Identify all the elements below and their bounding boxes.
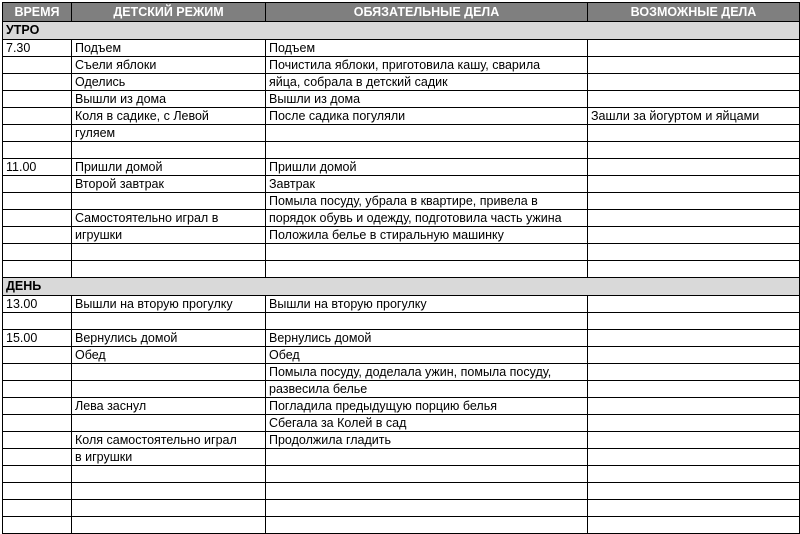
- required-task-cell: [266, 261, 588, 278]
- child-routine-cell: игрушки: [72, 227, 266, 244]
- required-task-cell: [266, 517, 588, 534]
- possible-task-cell: [588, 449, 800, 466]
- possible-task-cell: [588, 483, 800, 500]
- table-row: [3, 40, 800, 57]
- required-task-cell: порядок обувь и одежду, подготовила часть ужина: [266, 210, 588, 227]
- section-row: [3, 278, 800, 296]
- required-task-cell: [266, 313, 588, 330]
- possible-task-cell: [588, 176, 800, 193]
- child-routine-cell: Съели яблоки: [72, 57, 266, 74]
- required-task-cell: [266, 466, 588, 483]
- child-routine-cell: Оделись: [72, 74, 266, 91]
- required-task-cell: [266, 244, 588, 261]
- possible-task-cell: [588, 415, 800, 432]
- required-task-cell: Помыла посуду, убрала в квартире, привела в: [266, 193, 588, 210]
- time-cell: [3, 313, 72, 330]
- possible-task-cell: [588, 398, 800, 415]
- header-possible-tasks: ВОЗМОЖНЫЕ ДЕЛА: [588, 3, 800, 22]
- table-row: [3, 91, 800, 108]
- time-cell: [3, 398, 72, 415]
- time-cell: [3, 364, 72, 381]
- time-cell: [3, 483, 72, 500]
- time-cell: [3, 466, 72, 483]
- possible-task-cell: [588, 313, 800, 330]
- table-row: [3, 227, 800, 244]
- possible-task-cell: [588, 261, 800, 278]
- table-row: [3, 381, 800, 398]
- time-cell: 13.00: [3, 296, 72, 313]
- table-row: [3, 347, 800, 364]
- time-cell: [3, 57, 72, 74]
- possible-task-cell: [588, 381, 800, 398]
- table-row: [3, 210, 800, 227]
- possible-task-cell: [588, 244, 800, 261]
- child-routine-cell: [72, 517, 266, 534]
- possible-task-cell: [588, 210, 800, 227]
- table-row: [3, 313, 800, 330]
- child-routine-cell: [72, 364, 266, 381]
- table-row: [3, 466, 800, 483]
- child-routine-cell: гуляем: [72, 125, 266, 142]
- table-row: [3, 483, 800, 500]
- required-task-cell: После садика погуляли: [266, 108, 588, 125]
- child-routine-cell: [72, 193, 266, 210]
- time-cell: [3, 449, 72, 466]
- table-row: [3, 415, 800, 432]
- time-cell: [3, 91, 72, 108]
- possible-task-cell: [588, 432, 800, 449]
- required-task-cell: развесила белье: [266, 381, 588, 398]
- required-task-cell: Помыла посуду, доделала ужин, помыла посуду,: [266, 364, 588, 381]
- table-row: [3, 125, 800, 142]
- table-row: [3, 176, 800, 193]
- required-task-cell: Положила белье в стиральную машинку: [266, 227, 588, 244]
- child-routine-cell: Лева заснул: [72, 398, 266, 415]
- possible-task-cell: [588, 40, 800, 57]
- child-routine-cell: Самостоятельно играл в: [72, 210, 266, 227]
- child-routine-cell: Пришли домой: [72, 159, 266, 176]
- table-row: [3, 159, 800, 176]
- time-cell: [3, 227, 72, 244]
- possible-task-cell: [588, 142, 800, 159]
- header-child-routine: ДЕТСКИЙ РЕЖИМ: [72, 3, 266, 22]
- required-task-cell: Вернулись домой: [266, 330, 588, 347]
- required-task-cell: Вышли на вторую прогулку: [266, 296, 588, 313]
- time-cell: 15.00: [3, 330, 72, 347]
- possible-task-cell: [588, 125, 800, 142]
- schedule-table: [2, 2, 800, 534]
- required-task-cell: [266, 125, 588, 142]
- time-cell: [3, 176, 72, 193]
- time-cell: [3, 347, 72, 364]
- child-routine-cell: Коля самостоятельно играл: [72, 432, 266, 449]
- child-routine-cell: Коля в садике, с Левой: [72, 108, 266, 125]
- table-row: [3, 449, 800, 466]
- required-task-cell: Обед: [266, 347, 588, 364]
- section-row: [3, 22, 800, 40]
- time-cell: [3, 210, 72, 227]
- required-task-cell: [266, 142, 588, 159]
- required-task-cell: Почистила яблоки, приготовила кашу, сварила: [266, 57, 588, 74]
- child-routine-cell: [72, 142, 266, 159]
- table-row: [3, 244, 800, 261]
- table-row: [3, 142, 800, 159]
- section-title: УТРО: [3, 22, 800, 40]
- required-task-cell: Вышли из дома: [266, 91, 588, 108]
- header-time: ВРЕМЯ: [3, 3, 72, 22]
- possible-task-cell: [588, 466, 800, 483]
- child-routine-cell: Второй завтрак: [72, 176, 266, 193]
- time-cell: [3, 244, 72, 261]
- time-cell: [3, 415, 72, 432]
- required-task-cell: Погладила предыдущую порцию белья: [266, 398, 588, 415]
- section-title: ДЕНЬ: [3, 278, 800, 296]
- child-routine-cell: Вышли из дома: [72, 91, 266, 108]
- time-cell: [3, 261, 72, 278]
- child-routine-cell: Вернулись домой: [72, 330, 266, 347]
- possible-task-cell: [588, 517, 800, 534]
- table-row: [3, 296, 800, 313]
- child-routine-cell: Вышли на вторую прогулку: [72, 296, 266, 313]
- table-row: [3, 193, 800, 210]
- possible-task-cell: [588, 347, 800, 364]
- table-row: [3, 330, 800, 347]
- child-routine-cell: Обед: [72, 347, 266, 364]
- required-task-cell: яйца, собрала в детский садик: [266, 74, 588, 91]
- time-cell: [3, 125, 72, 142]
- child-routine-cell: [72, 483, 266, 500]
- child-routine-cell: [72, 500, 266, 517]
- required-task-cell: Сбегала за Колей в сад: [266, 415, 588, 432]
- required-task-cell: Пришли домой: [266, 159, 588, 176]
- table-row: [3, 517, 800, 534]
- time-cell: [3, 142, 72, 159]
- required-task-cell: [266, 483, 588, 500]
- table-row: [3, 364, 800, 381]
- time-cell: [3, 381, 72, 398]
- table-row: [3, 74, 800, 91]
- child-routine-cell: [72, 261, 266, 278]
- time-cell: 11.00: [3, 159, 72, 176]
- table-row: [3, 108, 800, 125]
- header-row: [3, 3, 800, 22]
- table-row: [3, 398, 800, 415]
- possible-task-cell: [588, 227, 800, 244]
- table-row: [3, 432, 800, 449]
- possible-task-cell: [588, 74, 800, 91]
- table-row: [3, 261, 800, 278]
- time-cell: [3, 74, 72, 91]
- header-required-tasks: ОБЯЗАТЕЛЬНЫЕ ДЕЛА: [266, 3, 588, 22]
- table-row: [3, 500, 800, 517]
- child-routine-cell: Подъем: [72, 40, 266, 57]
- time-cell: [3, 517, 72, 534]
- table-row: [3, 57, 800, 74]
- required-task-cell: Продолжила гладить: [266, 432, 588, 449]
- child-routine-cell: [72, 244, 266, 261]
- time-cell: [3, 193, 72, 210]
- possible-task-cell: [588, 91, 800, 108]
- possible-task-cell: [588, 296, 800, 313]
- possible-task-cell: [588, 500, 800, 517]
- child-routine-cell: в игрушки: [72, 449, 266, 466]
- possible-task-cell: [588, 57, 800, 74]
- required-task-cell: [266, 449, 588, 466]
- possible-task-cell: [588, 193, 800, 210]
- time-cell: 7.30: [3, 40, 72, 57]
- required-task-cell: Подъем: [266, 40, 588, 57]
- possible-task-cell: [588, 364, 800, 381]
- possible-task-cell: [588, 159, 800, 176]
- child-routine-cell: [72, 313, 266, 330]
- required-task-cell: [266, 500, 588, 517]
- possible-task-cell: [588, 330, 800, 347]
- possible-task-cell: Зашли за йогуртом и яйцами: [588, 108, 800, 125]
- child-routine-cell: [72, 415, 266, 432]
- child-routine-cell: [72, 381, 266, 398]
- required-task-cell: Завтрак: [266, 176, 588, 193]
- time-cell: [3, 500, 72, 517]
- time-cell: [3, 108, 72, 125]
- child-routine-cell: [72, 466, 266, 483]
- time-cell: [3, 432, 72, 449]
